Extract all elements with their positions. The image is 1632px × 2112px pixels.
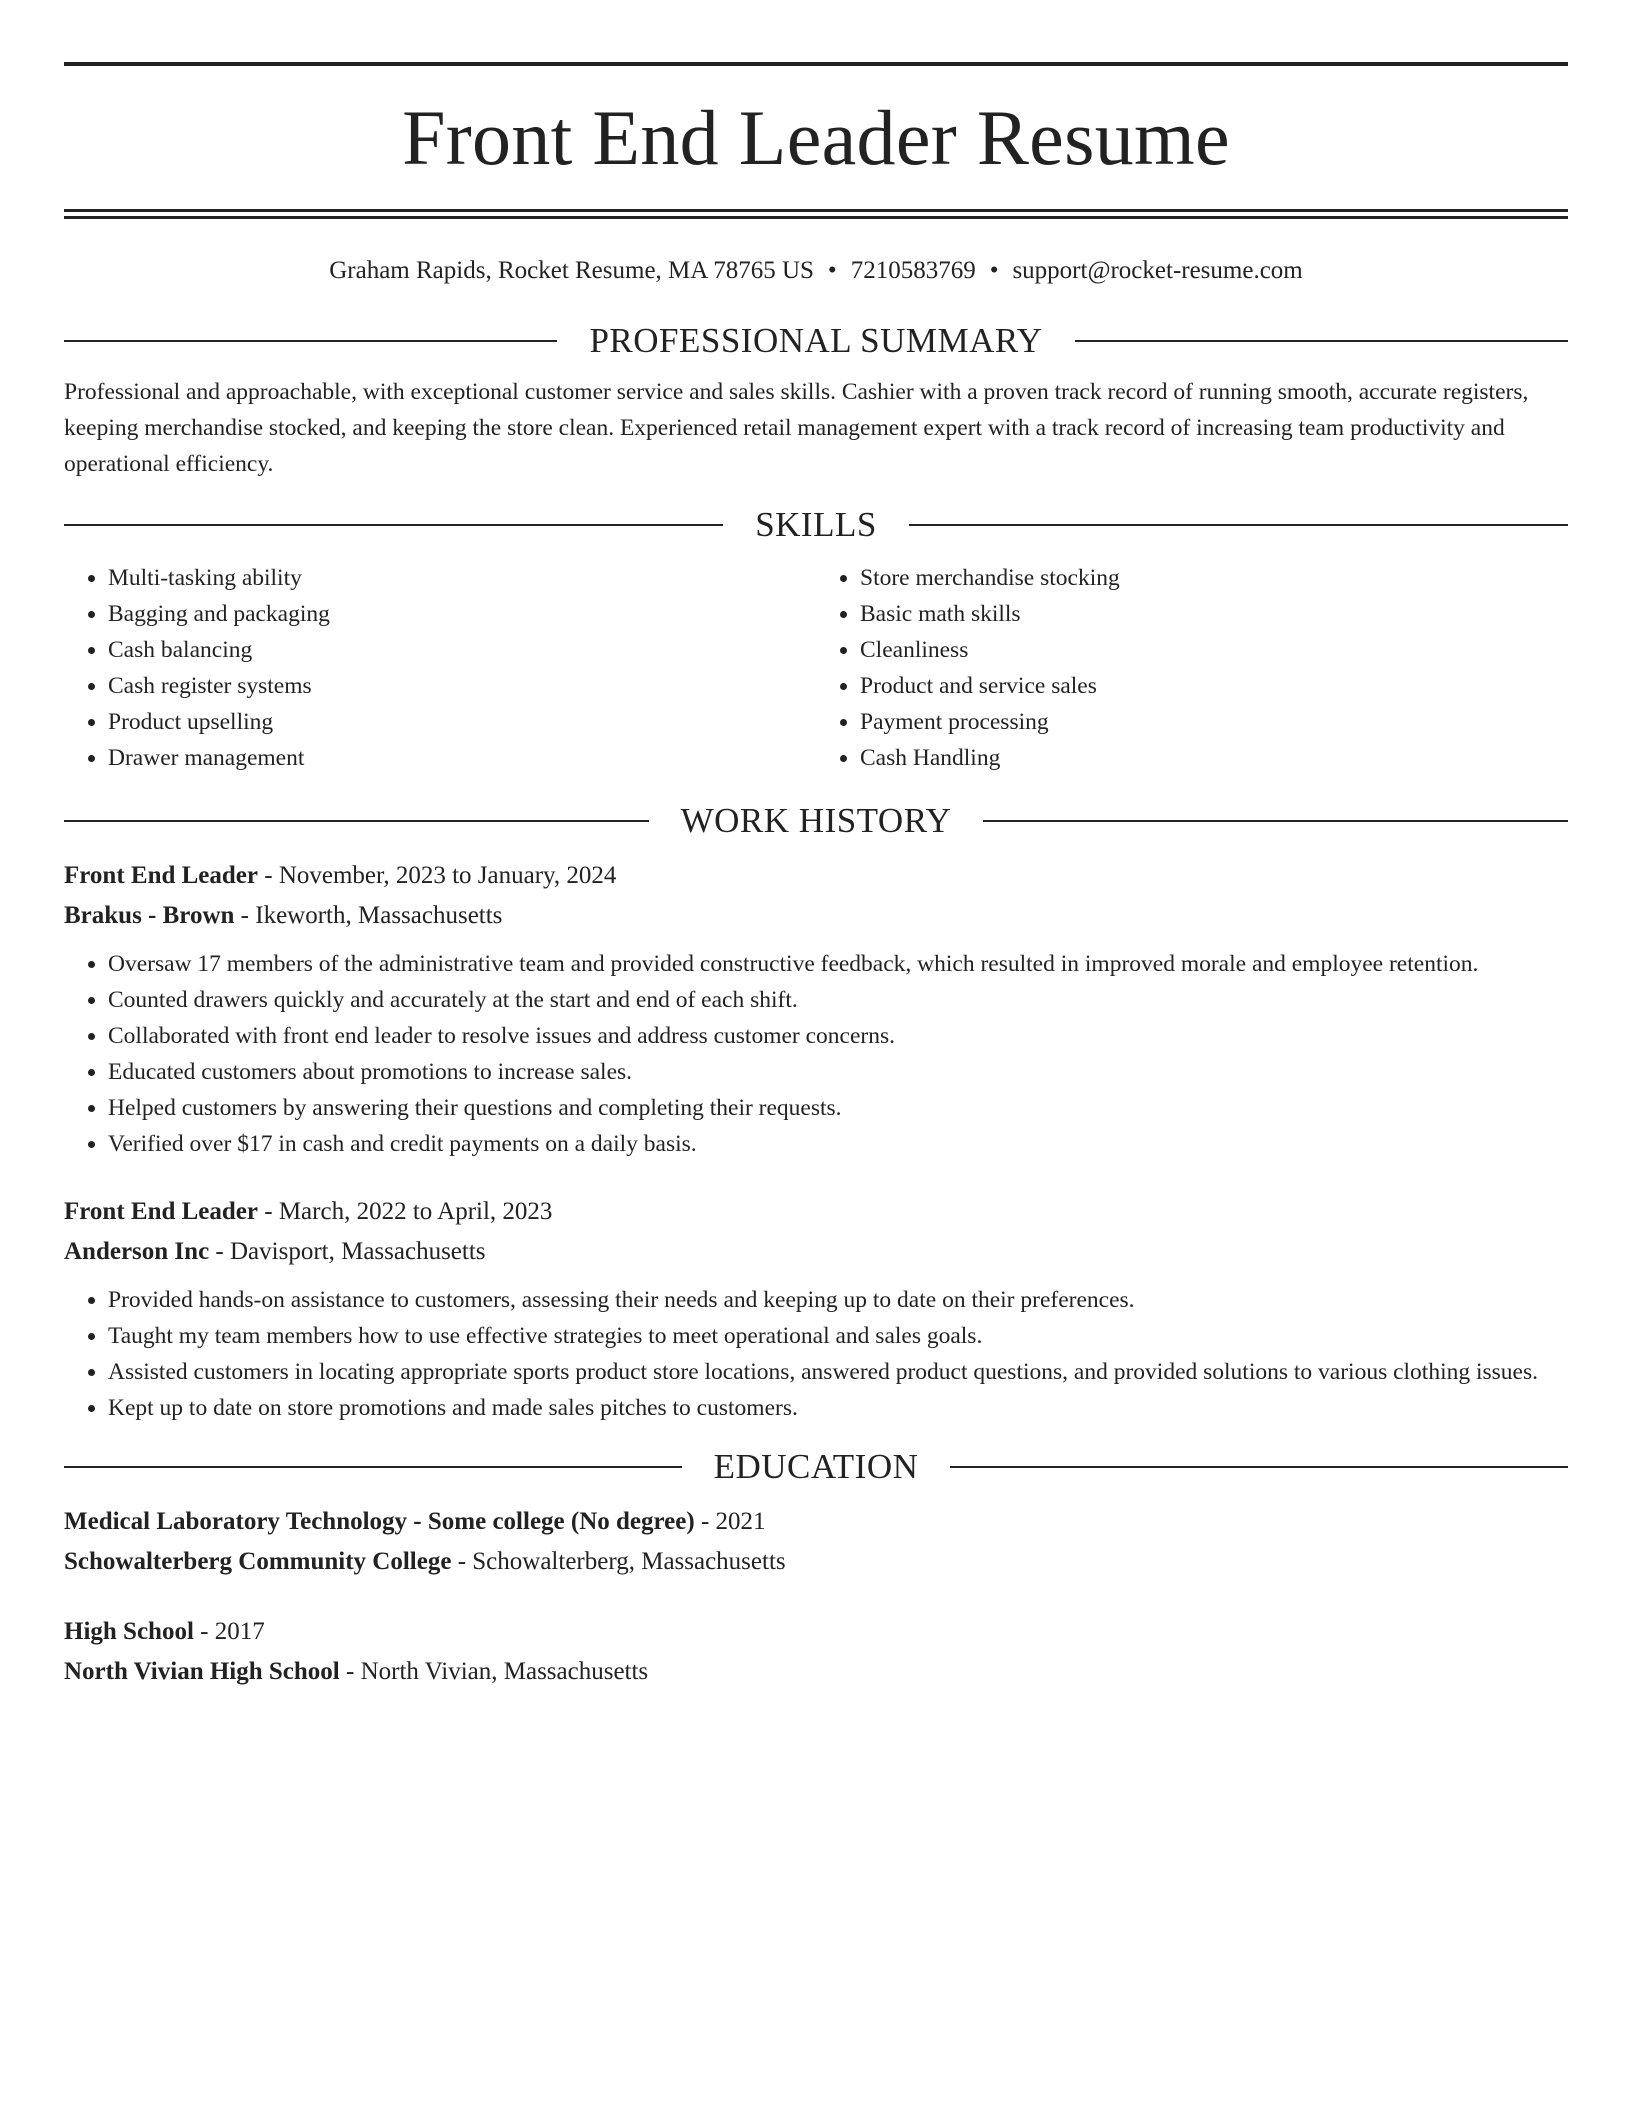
skill-item: • Cleanliness <box>860 632 1568 668</box>
heading-rule <box>950 1466 1568 1468</box>
skill-item: • Payment processing <box>860 704 1568 740</box>
skill-item: • Product and service sales <box>860 668 1568 704</box>
education-school-line <box>64 1652 1568 1692</box>
heading-rule <box>64 524 723 526</box>
education-degree-line <box>64 1612 1568 1652</box>
section-title: WORK HISTORY <box>680 801 952 840</box>
heading-rule <box>64 340 557 342</box>
job-dates: - March, 2022 to April, 2023 <box>258 1198 553 1225</box>
job-entry <box>64 1192 1568 1426</box>
job-title-line <box>64 1192 1568 1232</box>
page-title: Front End Leader Resume <box>402 94 1230 181</box>
education-degree: High School <box>64 1618 194 1645</box>
contact-separator: • <box>989 257 999 284</box>
job-location: - Ikeworth, Massachusetts <box>234 902 503 929</box>
work-heading <box>64 800 1568 842</box>
job-title: Front End Leader <box>64 862 258 889</box>
heading-rule <box>1075 340 1568 342</box>
education-year: - 2017 <box>193 1618 265 1645</box>
skills-column-right <box>816 560 1568 776</box>
job-bullet: • Verified over $17 in cash and credit payments on a daily basis. <box>108 1126 1568 1162</box>
job-bullets <box>64 1282 1568 1426</box>
skills-heading <box>64 504 1568 546</box>
education-entry <box>64 1612 1568 1692</box>
title-double-rule <box>64 209 1568 219</box>
job-title: Front End Leader <box>64 1198 258 1225</box>
top-rule <box>64 62 1568 66</box>
job-bullet: • Helped customers by answering their questions and completing their requests. <box>108 1090 1568 1126</box>
job-company-line <box>64 896 1568 936</box>
job-bullet: • Educated customers about promotions to increase sales. <box>108 1054 1568 1090</box>
education-entry <box>64 1502 1568 1582</box>
skills-column-left <box>64 560 816 776</box>
education-heading <box>64 1446 1568 1488</box>
section-title: SKILLS <box>755 505 877 544</box>
job-bullet: • Taught my team members how to use effective strategies to meet operational and sales goals. <box>108 1318 1568 1354</box>
skill-item: • Cash Handling <box>860 740 1568 776</box>
education-degree-line <box>64 1502 1568 1542</box>
heading-rule <box>909 524 1568 526</box>
job-bullet: • Kept up to date on store promotions and made sales pitches to customers. <box>108 1390 1568 1426</box>
skill-item: • Multi-tasking ability <box>108 560 816 596</box>
job-bullet: • Counted drawers quickly and accurately at the start and end of each shift. <box>108 982 1568 1018</box>
job-bullet: • Collaborated with front end leader to resolve issues and address customer concerns. <box>108 1018 1568 1054</box>
education-year: - 2021 <box>694 1508 766 1535</box>
contact-address: Graham Rapids, Rocket Resume, MA 78765 US <box>329 257 814 284</box>
job-company: Brakus - Brown <box>64 902 235 929</box>
job-bullet: • Provided hands-on assistance to customers, assessing their needs and keeping up to date on their preferences. <box>108 1282 1568 1318</box>
contact-phone: 7210583769 <box>850 257 976 284</box>
education-school-line <box>64 1542 1568 1582</box>
heading-rule <box>983 820 1568 822</box>
skill-item: • Cash register systems <box>108 668 816 704</box>
section-title: EDUCATION <box>713 1447 919 1486</box>
education-school: Schowalterberg Community College <box>64 1548 452 1575</box>
job-entry <box>64 856 1568 1162</box>
job-bullet: • Oversaw 17 members of the administrative team and provided constructive feedback, which resulted in improved morale and employee retention. <box>108 946 1568 982</box>
summary-heading <box>64 320 1568 362</box>
heading-rule <box>64 1466 682 1468</box>
contact-email: support@rocket-resume.com <box>1012 257 1303 284</box>
job-bullet: • Assisted customers in locating appropriate sports product store locations, answered product questions, and provided solutions to various clothing issues. <box>108 1354 1568 1390</box>
summary-text: Professional and approachable, with exceptional customer service and sales skills. Cashier with a proven track record of running smooth, accurate registers, keeping merchandise stocked, and keeping the store clean. Experienced retail management expert with a track record of increasing team productivity and operational efficiency. <box>64 379 1529 477</box>
heading-rule <box>64 820 649 822</box>
education-degree: Medical Laboratory Technology - Some college (No degree) <box>64 1508 695 1535</box>
skills-list <box>64 560 1568 776</box>
skill-item: • Cash balancing <box>108 632 816 668</box>
job-location: - Davisport, Massachusetts <box>209 1238 486 1265</box>
job-bullets <box>64 946 1568 1162</box>
skill-item: • Product upselling <box>108 704 816 740</box>
section-title: PROFESSIONAL SUMMARY <box>589 321 1043 360</box>
education-school: North Vivian High School <box>64 1658 340 1685</box>
contact-separator: • <box>827 257 837 284</box>
skill-item: • Store merchandise stocking <box>860 560 1568 596</box>
skill-item: • Drawer management <box>108 740 816 776</box>
skill-item: • Bagging and packaging <box>108 596 816 632</box>
job-dates: - November, 2023 to January, 2024 <box>258 862 617 889</box>
education-location: - North Vivian, Massachusetts <box>339 1658 649 1685</box>
contact-line <box>64 256 1568 286</box>
job-title-line <box>64 856 1568 896</box>
job-company: Anderson Inc <box>64 1238 210 1265</box>
job-company-line <box>64 1232 1568 1272</box>
skill-item: • Basic math skills <box>860 596 1568 632</box>
education-location: - Schowalterberg, Massachusetts <box>451 1548 786 1575</box>
